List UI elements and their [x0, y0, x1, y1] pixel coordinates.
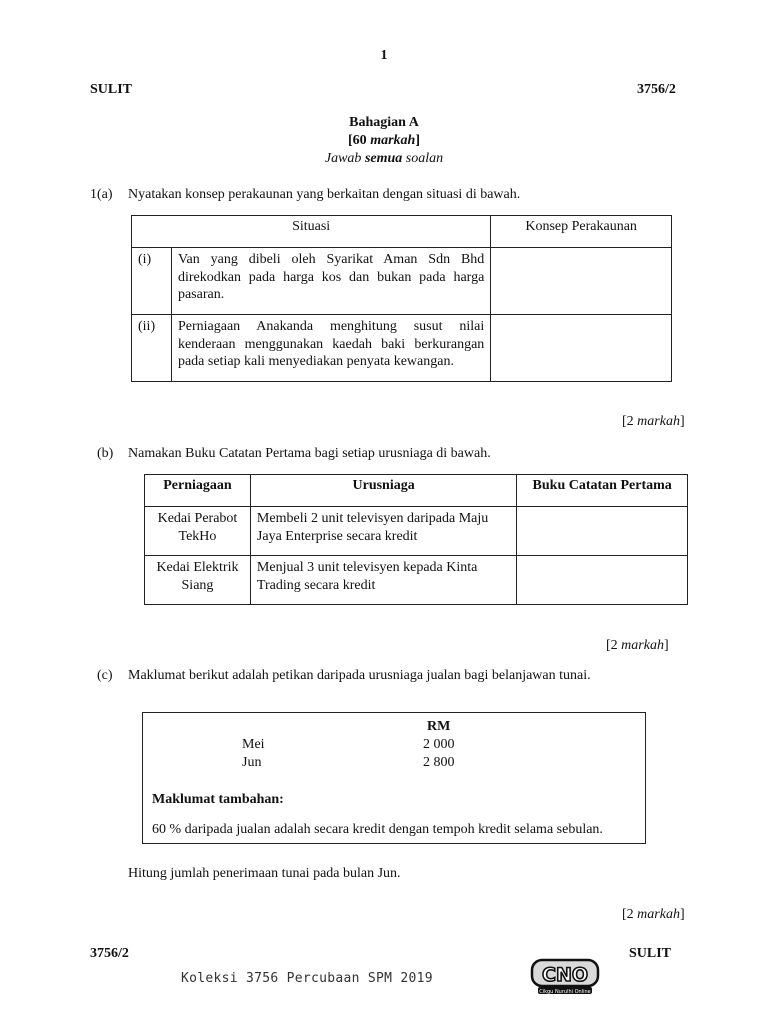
q1c-text: Maklumat berikut adalah petikan daripada urusniaga jualan bagi belanjawan tunai. [128, 668, 591, 683]
q1c-info-box [142, 712, 646, 844]
q1b-marks-open: [2 [606, 638, 622, 653]
q1c-amount: 2 000 [423, 737, 455, 752]
section-marks-close: ] [415, 133, 420, 148]
cno-logo [530, 958, 600, 996]
table-row [132, 248, 672, 315]
q1c-amount: 2 800 [423, 755, 455, 770]
section-marks [0, 132, 768, 150]
q1b-transaction: Menjual 3 unit televisyen kepada Kinta Trading secara kredit [250, 556, 516, 605]
sulit-label-top: SULIT [90, 82, 133, 97]
table-row [145, 556, 688, 605]
q1c-marks-close: ] [679, 907, 685, 922]
section-marks-word: markah [370, 133, 416, 148]
q1b-marks [606, 637, 669, 655]
instruction-post: soalan [402, 151, 444, 166]
q1a-number: 1(a) [90, 187, 113, 202]
section-heading [0, 114, 768, 168]
table-row [145, 507, 688, 556]
q1c-number: (c) [97, 668, 113, 683]
q1b-transaction: Membeli 2 unit televisyen daripada Maju Jaya Enterprise secara kredit [250, 507, 516, 556]
q1a-marks-close: ] [679, 414, 685, 429]
q1a-row-label: (i) [132, 248, 172, 315]
section-instruction [0, 150, 768, 168]
table-row [132, 315, 672, 382]
logo-text: CNO [542, 964, 588, 986]
q1a-answer-cell[interactable] [491, 248, 672, 315]
q1b-business-line2: TekHo [178, 528, 217, 544]
section-marks-open: [60 [348, 133, 371, 148]
q1c-marks-open: [2 [622, 907, 638, 922]
q1a-row-label: (ii) [132, 315, 172, 382]
q1a-row-situation: Van yang dibeli oleh Syarikat Aman Sdn Bhd direkodkan pada harga kos dan bukan pada harga pasaran. [171, 248, 490, 315]
q1b-marks-close: ] [663, 638, 669, 653]
q1b-business-cell [145, 556, 251, 605]
instruction-bold: semua [364, 151, 403, 166]
q1b-number: (b) [97, 446, 114, 461]
q1b-table [144, 474, 688, 605]
q1a-marks [622, 413, 685, 431]
q1a-marks-word: markah [637, 414, 680, 429]
page-number: 1 [380, 48, 388, 63]
q1c-currency-header: RM [427, 719, 451, 734]
q1b-business-cell [145, 507, 251, 556]
q1a-table-header-row [132, 216, 672, 248]
q1a-answer-cell[interactable] [491, 315, 672, 382]
q1a-marks-open: [2 [622, 414, 638, 429]
q1b-header-buku: Buku Catatan Pertama [517, 475, 688, 507]
paper-code-top: 3756/2 [637, 82, 676, 97]
q1b-business-line1: Kedai Elektrik [156, 560, 239, 575]
paper-code-bottom: 3756/2 [90, 946, 129, 961]
q1b-business-line2: Siang [181, 577, 214, 593]
q1b-answer-cell[interactable] [517, 556, 688, 605]
q1b-header-perniagaan: Perniagaan [145, 475, 251, 507]
section-title: Bahagian A [349, 115, 419, 130]
q1b-answer-cell[interactable] [517, 507, 688, 556]
q1a-text: Nyatakan konsep perakaunan yang berkaitan dengan situasi di bawah. [128, 187, 521, 202]
q1c-month: Jun [242, 755, 262, 770]
sulit-label-bottom: SULIT [629, 946, 672, 961]
q1c-extra-text: 60 % daripada jualan adalah secara kredit dengan tempoh kredit selama sebulan. [152, 822, 603, 837]
instruction-pre: Jawab [324, 151, 365, 166]
q1a-header-konsep: Konsep Perakaunan [491, 216, 672, 248]
q1a-row-situation: Perniagaan Anakanda menghitung susut nilai kenderaan menggunakan kaedah baki berkurangan pada setiap kali menyediakan penyata kewangan. [171, 315, 490, 382]
collection-label: Koleksi 3756 Percubaan SPM 2019 [181, 971, 433, 986]
q1b-text: Namakan Buku Catatan Pertama bagi setiap urusniaga di bawah. [128, 446, 491, 461]
q1b-marks-word: markah [621, 638, 664, 653]
q1b-table-header-row [145, 475, 688, 507]
logo-subtext: Cikgu Nurulhi Online [539, 989, 591, 995]
q1c-extra-title: Maklumat tambahan: [152, 792, 284, 807]
q1c-marks [622, 906, 685, 924]
q1b-header-urusniaga: Urusniaga [250, 475, 516, 507]
q1c-question: Hitung jumlah penerimaan tunai pada bulan Jun. [128, 866, 401, 881]
q1b-business-line1: Kedai Perabot [157, 511, 238, 526]
q1a-header-situasi: Situasi [132, 216, 491, 248]
q1c-marks-word: markah [637, 907, 680, 922]
q1c-month: Mei [242, 737, 265, 752]
q1a-table [131, 215, 672, 382]
